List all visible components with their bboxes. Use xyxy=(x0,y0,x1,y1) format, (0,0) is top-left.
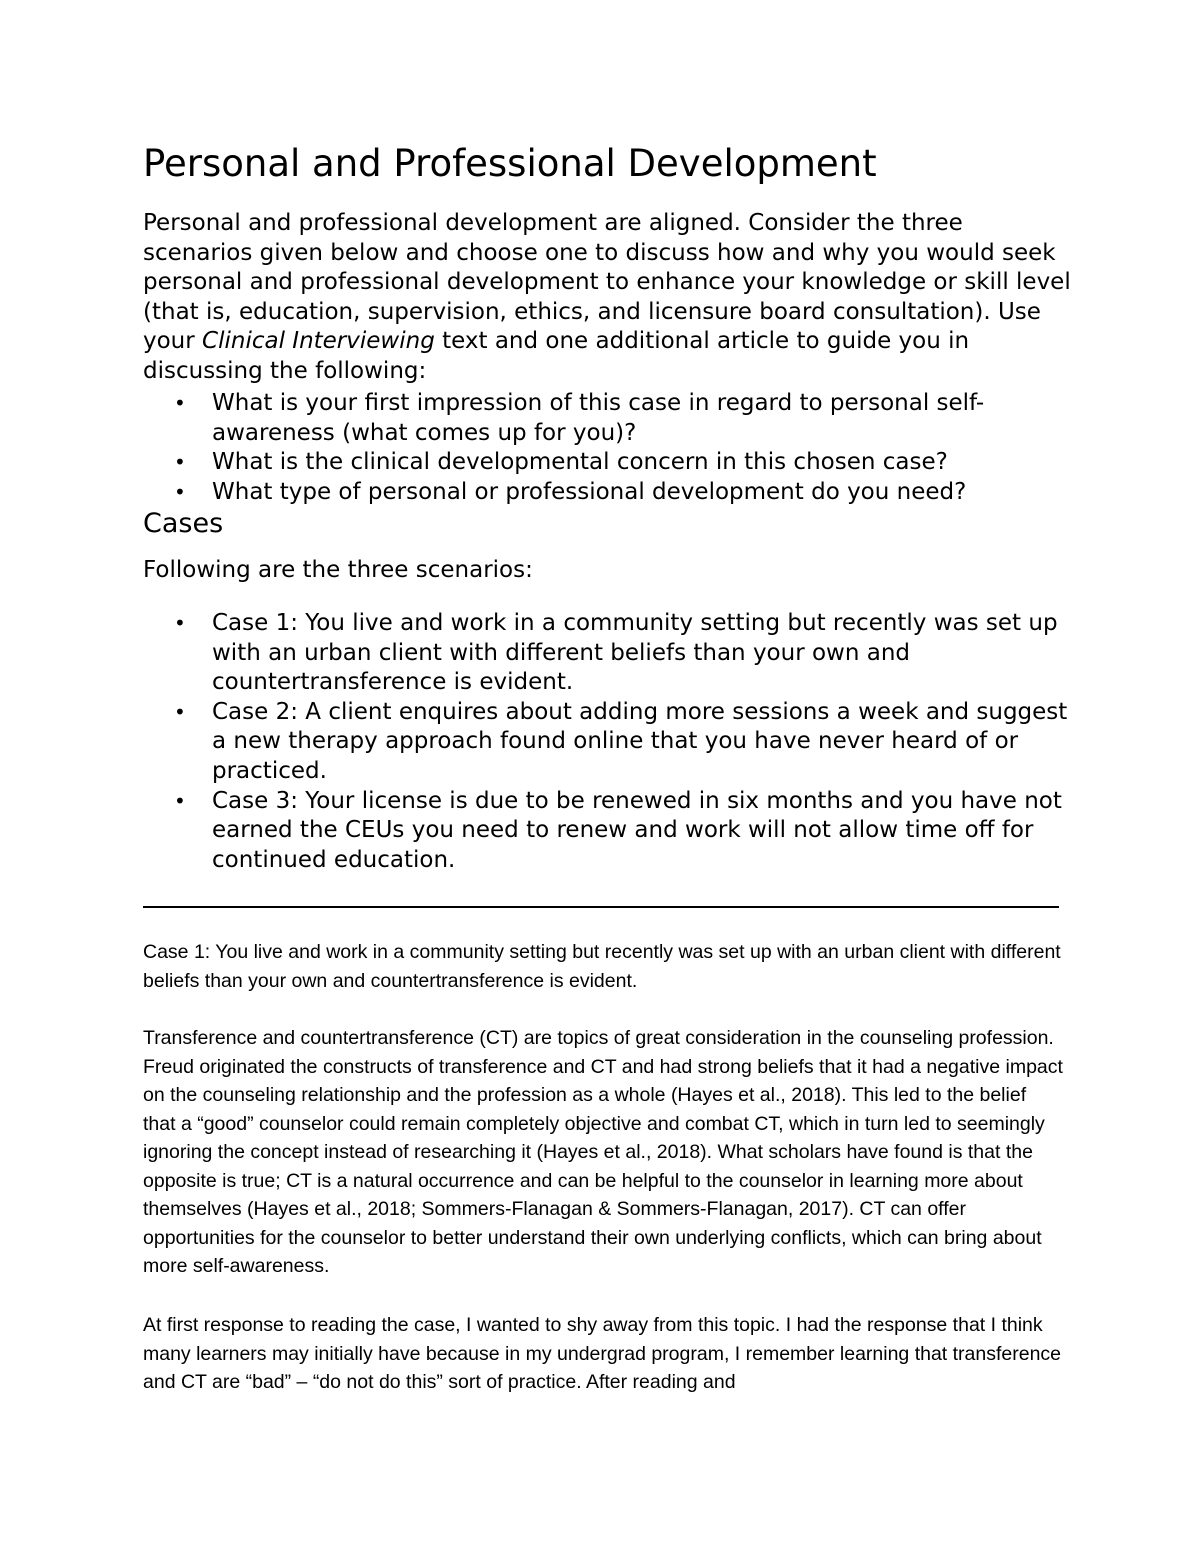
intro-book-title: Clinical Interviewing xyxy=(202,328,435,355)
case-text: Case 3: Your license is due to be renewed in six months and you have not earned the CEUs you need to renew and work will not allow time off for continued education. xyxy=(212,787,1062,873)
bullet-icon: • xyxy=(174,699,186,724)
case-text: Case 1: You live and work in a community setting but recently was set up with an urban client with different beliefs than your own and countertransference is evident. xyxy=(212,610,1058,696)
intro-text-after-italic: text and one additional article to guide you in discussing the following: xyxy=(143,328,970,384)
scenarios-intro: Following are the three scenarios: xyxy=(143,557,533,583)
chosen-case-restatement: Case 1: You live and work in a community setting but recently was set up with an urban client with different beliefs than your own and countertransference is evident. xyxy=(143,941,1061,992)
bullet-icon: • xyxy=(174,611,186,635)
bullet-icon: • xyxy=(174,788,186,813)
list-item xyxy=(143,389,1073,448)
discussion-questions-list xyxy=(143,389,1073,507)
page-title: Personal and Professional Development xyxy=(143,142,877,185)
list-item xyxy=(143,787,1073,876)
question-text: What is the clinical developmental concern in this chosen case? xyxy=(212,449,948,476)
cases-heading: Cases xyxy=(143,508,224,539)
list-item xyxy=(143,609,1073,698)
list-item xyxy=(143,698,1073,787)
intro-paragraph xyxy=(143,209,1073,387)
question-text: What is your first impression of this case in regard to personal self-awareness (what comes up for you)? xyxy=(212,390,985,446)
bullet-icon: • xyxy=(174,450,186,475)
section-divider xyxy=(143,906,1059,908)
list-item xyxy=(143,478,1073,508)
cases-list xyxy=(143,609,1073,875)
bullet-icon: • xyxy=(174,391,186,415)
intro-text-before-italic: Personal and professional development are aligned. Consider the three scenarios given below and choose one to discuss how and why you would seek personal and professional development to enhance your knowledge or skill level (that is, education, supervision, ethics, and licensure board consultation). Use your xyxy=(143,210,1071,355)
bullet-icon: • xyxy=(174,479,186,504)
question-text: What type of personal or professional development do you need? xyxy=(212,478,967,505)
response-paragraph-1: Transference and countertransference (CT) are topics of great consideration in the counseling profession. Freud originated the constructs of transference and CT and had strong beliefs that it had a negative impact on the counseling relationship and the profession as a whole (Hayes et al., 2018). This led to the belief that a “good” counselor could remain completely objective and combat CT, which in turn led to seemingly ignoring the concept instead of researching it (Hayes et al., 2018). What scholars have found is that the opposite is true; CT is a natural occurrence and can be helpful to the counselor in learning more about themselves (Hayes et al., 2018; Sommers-Flanagan & Sommers-Flanagan, 2017). CT can offer opportunities for the counselor to better understand their own underlying conflicts, which can bring about more self-awareness. xyxy=(143,1027,1063,1277)
case-text: Case 2: A client enquires about adding more sessions a week and suggest a new therapy approach found online that you have never heard of or practiced. xyxy=(212,698,1068,784)
list-item xyxy=(143,448,1073,478)
response-paragraph-2: At first response to reading the case, I wanted to shy away from this topic. I had the response that I think many learners may initially have because in my undergrad program, I remember learning that transference and CT are “bad” – “do not do this” sort of practice. After reading and xyxy=(143,1314,1062,1393)
